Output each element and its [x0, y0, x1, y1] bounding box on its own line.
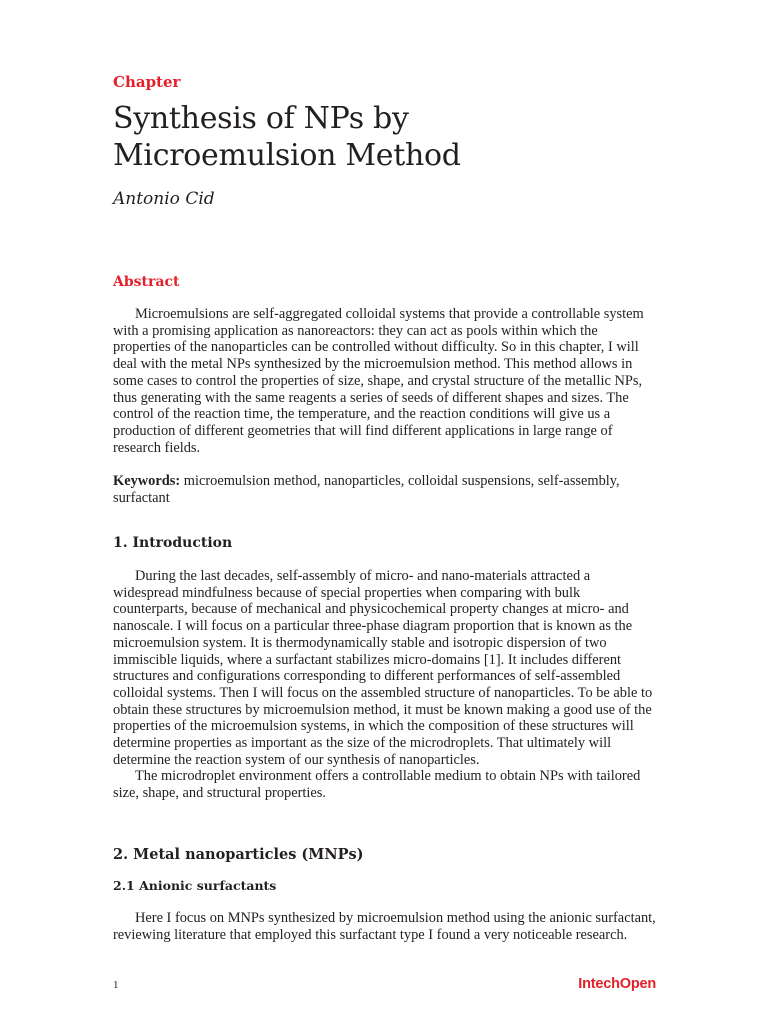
keywords-label: Keywords:: [113, 473, 181, 489]
keywords-paragraph: [113, 473, 658, 506]
subsection-2-1-paragraph: Here I focus on MNPs synthesized by microemulsion method using the anionic surfactant, reviewing literature that employed this surfactant type I found a very noticeable research.: [113, 910, 656, 943]
chapter-title-line-1: Synthesis of NPs by: [113, 101, 409, 136]
chapter-title: [113, 100, 658, 174]
page-number: 1: [113, 979, 119, 991]
introduction-body: [113, 568, 658, 802]
author-name: Antonio Cid: [113, 189, 215, 209]
chapter-title-line-2: Microemulsion Method: [113, 138, 461, 173]
subsection-2-1-body: [113, 910, 658, 943]
abstract-paragraph: Microemulsions are self-aggregated colloidal systems that provide a controllable system with a promising application as nanoreactors: they can act as pools within which the properties of the nanoparticles can be controlled without difficulty. So in this chapter, I will deal with the metal NPs synthesized by the microemulsion method. This method allows in some cases to control the properties of size, shape, and crystal structure of the metallic NPs, thus generating with the same reagents a series of seeds of different shapes and sizes. The control of the reaction time, the temperature, and the reaction conditions will give us a production of different geometries that will find different applications in large range of research fields.: [113, 306, 644, 456]
introduction-paragraph-1: During the last decades, self-assembly of micro- and nano-materials attracted a widespread mindfulness because of special properties when comparing with bulk counterparts, because of mechanical and physicochemical property changes at micro- and nanoscale. I will focus on a particular three-phase diagram proportion that is known as the microemulsion system. It is thermodynamically stable and isotropic dispersion of two immiscible liquids, where a surfactant stabilizes micro-domains [1]. It includes different structures and configurations corresponding to different performances of self-assembled colloidal systems. Then I will focus on the assembled structure of nanoparticles. To be able to obtain these structures by microemulsion method, it must be known making a good use of the properties of the microemulsion systems, in which the composition of these structures will determine properties as important as the size of the microdroplets. That ultimately will determine the reaction system of our synthesis of nanoparticles.: [113, 568, 653, 768]
introduction-paragraph-2: The microdroplet environment offers a controllable medium to obtain NPs with tailored size, shape, and structural properties.: [113, 768, 641, 802]
abstract-heading: Abstract: [113, 274, 180, 290]
introduction-heading: 1. Introduction: [113, 535, 233, 551]
chapter-label: Chapter: [113, 73, 181, 91]
publisher-logo: IntechOpen: [578, 976, 656, 992]
section-2-heading: 2. Metal nanoparticles (MNPs): [113, 846, 364, 863]
subsection-2-1-heading: 2.1 Anionic surfactants: [113, 878, 277, 893]
keywords: [113, 473, 658, 506]
abstract-body: [113, 306, 658, 456]
keywords-text: microemulsion method, nanoparticles, colloidal suspensions, self-assembly, surfactant: [113, 473, 620, 506]
